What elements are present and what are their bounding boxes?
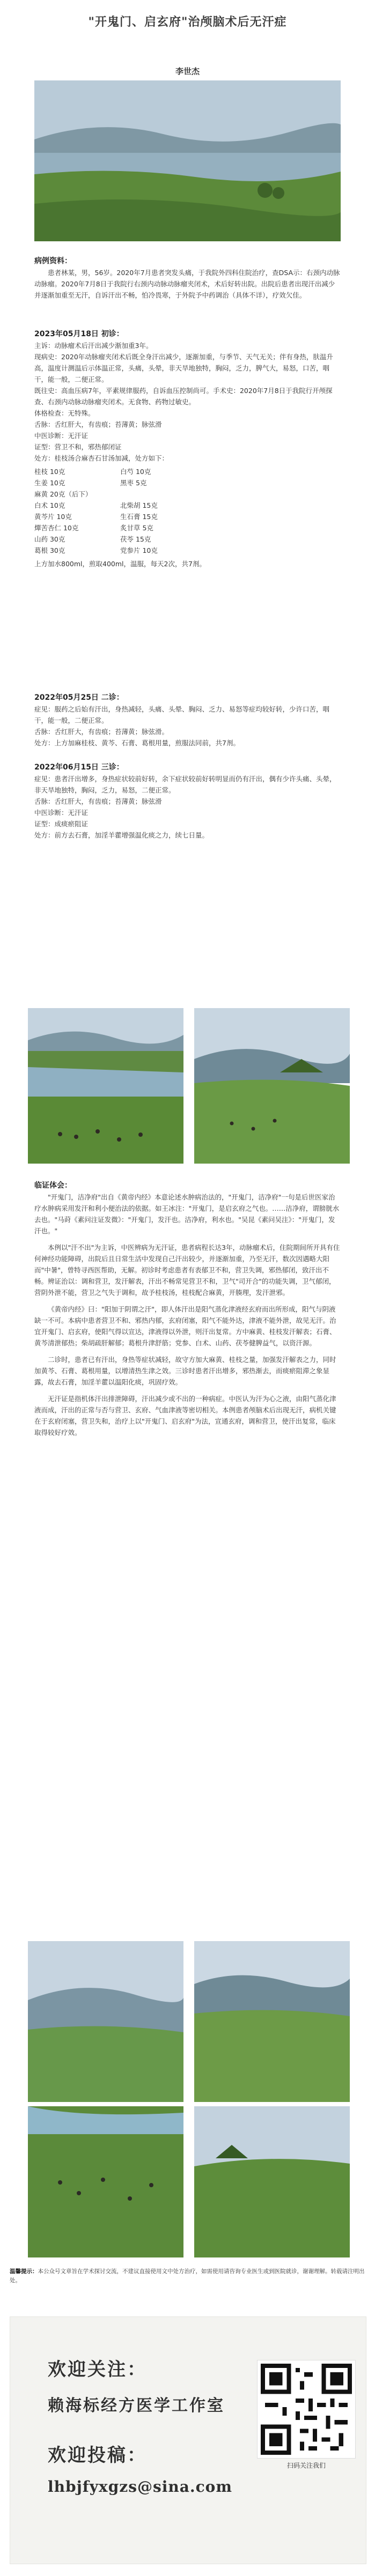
article-title: "开鬼门、启玄府"治颅脑术后无汗症 [88, 16, 287, 29]
qr-caption: 扫码关注我们 [286, 2462, 326, 2469]
visit1-line: 舌脉：舌红肝大，有齿痕；苔薄黄；脉弦滑 [34, 420, 162, 428]
warm-tip-text: 本公众号文章旨在学术探讨交流，不建议直接使用文中处方治疗，如需使用请咨询专业医生或到医院就诊，谢谢理解。转载请注明出处。 [10, 2268, 365, 2284]
rx-item: 白术 10克 [34, 501, 65, 509]
visit1-line: 现病史：2020年动脉瘤夹闭术后既全身汗出减少，逐渐加重，与季节、天气无关；伴有身热，肤温升高，温度计测温后示体温正常，头痛，头晕，非天旱地独特，胸闷，乏力，脾气大，易怒，口苦，咽干，能一般，二便正常。 [34, 353, 333, 383]
rx-item: 黄芩片 10克 [34, 513, 72, 521]
analysis-paragraph: "开鬼门，洁净府"出自《黄帝内经》本意论述水肿病治法的，"开鬼门，洁净府"一句是后世医家治疗水肿病采用发汗和利小便治法的依据。如王冰注："开鬼门，是启玄府之气也。……洁净府，谓膀胱水去也。"马莳《素问注证发微》："开鬼门，发汗也。洁净府，利水也。"吴昆《素问吴注》："开鬼门，发汗也。" [34, 1193, 340, 1235]
analysis-paragraph: 无汗证是指机体汗出排泄障碍，汗出减少或不出的一种病症。中医认为汗为心之液，由阳气蒸化津液而成，汗出的正常与否与营卫、玄府、气血津液等密切相关。本例患者颅脑术后出现无汗，病机关键在于玄府闭塞，营卫失和，治疗上以"开鬼门、启玄府"为法，宣通玄府，调和营卫，使汗出复常，临床取得较好疗效。 [34, 1395, 336, 1437]
rx-item: 葛根 30克 [34, 546, 65, 554]
visit3-line: 处方：前方去石膏，加淫羊藿增强温化痰之力，续七日量。 [34, 831, 209, 839]
visit3-line: 舌脉：舌红肝大，有齿痕；苔薄黄；脉弦滑 [34, 797, 162, 805]
rx-item: 桂枝 10克 [34, 468, 65, 476]
rx-item [120, 488, 201, 500]
footer-submit-label: 欢迎投稿： [48, 2445, 147, 2466]
visit1-line: 主诉：动脉瘤术后汗出减少渐加重3年。 [34, 342, 153, 350]
landscape-photo-top [34, 80, 341, 241]
rx-item: 麻黄 20克（后下） [34, 490, 92, 498]
rx-item: 黑枣 5克 [120, 479, 147, 487]
visit1-body [34, 340, 340, 569]
landscape-photo-collage-left [28, 1941, 183, 2257]
visit3-line: 症见：患者汗出增多，身热症状较前好转，余下症状较前好转明显而仍有汗出，偶有少许头痛、头晕，非天旱地独特，胸闷，乏力，易怒，二便正常。 [34, 775, 336, 794]
warm-tip-label: 温馨提示： [10, 2268, 38, 2275]
rx-item: 生姜 10克 [34, 479, 65, 487]
rx-item: 茯苓 15克 [120, 535, 151, 543]
rx-item: 生石膏 15克 [120, 513, 158, 521]
case-intro-text: 患者林某，男，56岁。2020年7月患者突发头痛，于我院外四科住院治疗，查DSA示：右颈内动脉动脉瘤。2020年7月8日于我院行右颈内动脉动脉瘤夹闭术，术后好转出院。出院后患者出现汗出减少并逐渐加重至无汗，自诉汗出不畅，怕冷畏寒，于外院予中药调治（具体不详），疗效欠佳。 [34, 269, 340, 299]
visit2-body [34, 704, 340, 749]
landscape-photo-left [28, 1008, 183, 1164]
prescription-grid [34, 466, 340, 556]
rx-item: 燀苦杏仁 10克 [34, 524, 79, 532]
visit1-line: 既往史：高血压病7年，平素规律服药，自诉血压控制尚可。手术史：2020年7月8日于我院行开颅探查、右颈内动脉动脉瘤夹闭术。无食物、药物过敏史。 [34, 387, 333, 406]
case-intro [34, 267, 340, 301]
visit3-line: 中医诊断：无汗证 [34, 809, 89, 817]
case-heading: 病例资料： [34, 257, 72, 265]
visit2-line: 处方：上方加麻桂枝、黄芩、石膏、葛根用量，煎服法同前，共7剂。 [34, 739, 240, 747]
visit1-line: 证型：营卫不和，邪热郁闭证 [34, 443, 122, 451]
visit2-line: 症见：服药之后始有汗出，身热减轻，头痛、头晕、胸闷、乏力、易怒等症均较好转，少许口苦，咽干，能一般，二便正常。 [34, 705, 330, 724]
analysis-paragraph: 《黄帝内经》曰："阳加于阴谓之汗"，即人体汗出是阳气蒸化津液经玄府而出所形成，阳气与阴液缺一不可。本病中患者营卫不和、邪热内郁，玄府闭塞，阳气不能外达，津液不能外泄，故见无汗。治宜开鬼门、启玄府，使阳气得以宣达，津液得以外泄，则汗出复常。方中麻黄、桂枝发汗解表；石膏、黄芩清泄郁热；柴胡疏肝解郁；葛根升津舒筋；党参、白术、山药、茯苓健脾益气，以资汗源。 [34, 1305, 336, 1347]
footer-email[interactable]: lhbjfyxgzs@sina.com [48, 2478, 232, 2496]
visit1-line: 处方：桂枝汤合麻杏石甘汤加减，处方如下： [34, 454, 169, 462]
footer-card [10, 2316, 366, 2564]
footer-follow-label: 欢迎关注： [48, 2359, 147, 2380]
visit3-line: 证型：成痰瘀阻证 [34, 820, 89, 828]
footer-studio-name: 赖海标经方医学工作室 [48, 2396, 225, 2415]
rx-item: 北柴胡 15克 [120, 501, 158, 509]
visit3-date: 2022年06月15日 三诊： [34, 763, 124, 772]
warm-tip [10, 2267, 365, 2285]
visit2-date: 2022年05月25日 二诊： [34, 693, 124, 702]
rx-item: 党参片 10克 [120, 546, 158, 554]
visit1-line: 体格检查：无特殊。 [34, 409, 95, 417]
visit2-line: 舌脉：舌红肝大，有齿痕；苔薄黄；脉弦滑。 [34, 728, 169, 736]
rx-item: 炙甘草 5克 [120, 524, 153, 532]
visit1-rx-tail: 上方加水800ml，煎取400ml，温服，每天2次，共7剂。 [34, 560, 206, 568]
landscape-photo-right [194, 1008, 350, 1164]
rx-item: 白芍 10克 [120, 468, 151, 476]
article-author: 李世杰 [175, 66, 200, 76]
visit3-body [34, 773, 340, 841]
analysis-heading: 临证体会： [34, 1181, 72, 1190]
visit1-line: 中医诊断：无汗证 [34, 432, 89, 440]
analysis-body [34, 1191, 340, 1438]
rx-item: 山药 30克 [34, 535, 65, 543]
visit1-date: 2023年05月18日 初诊： [34, 330, 124, 338]
qr-code-icon [257, 2360, 356, 2459]
analysis-paragraph: 本例以"汗不出"为主诉，中医辨病为无汗证，患者病程长达3年，动脉瘤术后，住院期间所开具有住何神经功能障碍，出院后且日常生活中发现自己汗出较少，并逐渐加重，乃至无汗，数次因遇略大阳而"中暑"，曾特寻西医帮助，无解。初诊时考虑患者有表郁卫不和，营卫失调，邪热郁闭，致汗出不畅。辨证治以：调和营卫，发汗解表，汗出不畅常见营卫不和，卫气"司开合"的功能失调，卫气郁闭，营阴外泄不能，营卫之气失于调和，故予桂枝汤，桂枝配合麻黄，开腠理，发汗泄邪。 [34, 1243, 340, 1297]
analysis-paragraph: 二诊时，患者已有汗出，身热等症状减轻，故守方加大麻黄、桂枝之量，加强发汗解表之力，同时加黄芩、石膏、葛根用量，以增清热生津之效。三诊时患者汗出增多，邪热渐去，而痰瘀阻滞之象显露，故去石膏，加淫羊藿以温阳化痰，巩固疗效。 [34, 1356, 336, 1386]
landscape-photo-collage-right [194, 1941, 350, 2257]
